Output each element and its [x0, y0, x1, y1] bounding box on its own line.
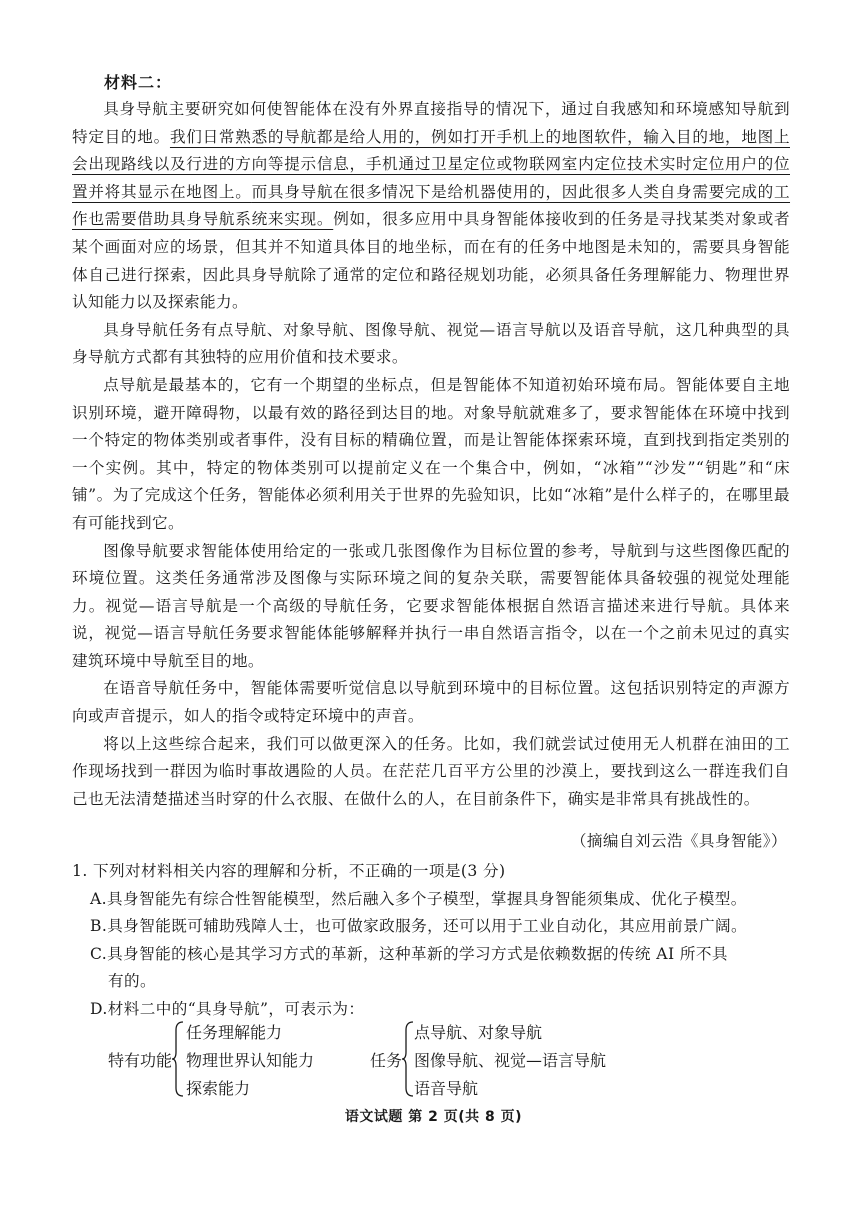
option-a[interactable]: A.具身智能先有综合性智能模型，然后融入多个子模型，掌握具身智能须集成、优化子模型。: [90, 889, 747, 908]
sentence: 在语音导航任务中，智能体需要听觉信息以导航到环境中的目标位置。这包括识别特定的声源方向或声音提示，如人的指令或特定环境中的声音。: [72, 679, 790, 726]
sentence: 将以上这些综合起来，我们可以做更深入的任务。比如，我们就尝试过使用无人机群在油田的工作现场找到一群因为临时事故遇险的人员。在茫茫几百平方公里的沙漠上，要找到这么一群连我们自己也无法清楚描述当时穿的什么衣服、在做什么的人，在目前条件下，确实是非常具有挑战性的。: [72, 734, 790, 808]
underlined-sentence: 我们日常熟悉的导航都是给人用的，例如打开手机上的地图软件，输入目的地，地图上会出现路线以及行进的方向等提示信息，手机通过卫星定位或物联网室内定位技术实时定位用户的位置并将其显示在地图上。: [72, 127, 790, 201]
diagram-right-item-1: 点导航、对象导航: [414, 1023, 543, 1042]
diagram-right-item-2: 图像导航、视觉—语言导航: [414, 1051, 607, 1070]
article-body: [72, 96, 790, 813]
material-title: 材料二：: [104, 73, 173, 92]
paragraph: [72, 317, 790, 372]
diagram-left-item-3: 探索能力: [186, 1079, 251, 1098]
sentence: 例如，很多应用中具身智能体接收到的任务是寻找某类对象或者某个画面对应的场景，但其并不知道具体目的地坐标，而在有的任务中地图是未知的，需要具身智能体自己进行探索，因此具身导航除了通常的定位和路径规划功能，必须具备任务理解能力、物理世界认知能力以及探索能力。: [72, 210, 791, 312]
paragraph: [72, 675, 790, 730]
paragraph: [72, 96, 790, 317]
page-footer: 语文试题 第 2 页(共 8 页): [344, 1109, 523, 1125]
paragraph: [72, 538, 790, 676]
diagram-right-head: 任务: [370, 1051, 403, 1070]
sentence: 点导航是最基本的，它有一个期望的坐标点，但是智能体不知道初始环境布局。智能体要自主地识别环境，避开障碍物，以最有效的路径到达目的地。对象导航就难多了，要求智能体在环境中找到一个特定的物体类别或者事件，没有目标的精确位置，而是让智能体探索环境，直到找到指定类别的一个实例。其中，特定的物体类别可以提前定义在一个集合中，例如，“冰箱”“沙发”“钥匙”和“床铺”。为了完成这个任务，智能体必须利用关于世界的先验知识，比如“冰箱”是什么样子的，在哪里最有可能找到它。: [72, 375, 790, 532]
diagram-left-item-2: 物理世界认知能力: [186, 1051, 315, 1070]
option-d[interactable]: D.材料二中的“具身导航”，可表示为：: [90, 999, 365, 1018]
option-c[interactable]: C.具身智能的核心是其学习方式的革新，这种革新的学习方式是依赖数据的传统 AI 所不具: [90, 944, 728, 963]
question-stem: 1. 下列对材料相关内容的理解和分析，不正确的一项是(3 分): [72, 862, 506, 880]
right-brace-icon: [402, 1020, 414, 1098]
paragraph: [72, 731, 790, 814]
option-b[interactable]: B.具身智能既可辅助残障人士，也可做家政服务，还可以用于工业自动化，其应用前景广阔。: [90, 917, 747, 936]
sentence: 具身导航任务有点导航、对象导航、图像导航、视觉—语言导航以及语音导航，这几种典型的具身导航方式都有其独特的应用价值和技术要求。: [72, 320, 790, 367]
paragraph: [72, 372, 790, 538]
navigation-diagram: [0, 1014, 867, 1104]
diagram-left-item-1: 任务理解能力: [186, 1023, 283, 1042]
option-c-continued: 有的。: [108, 972, 156, 991]
diagram-left-head: 特有功能: [108, 1051, 173, 1070]
underlined-sentence: 而具身导航在很多情况下是给机器使用的，因此很多人类自身需要完成的工作也需要借助具身导航系统来实现。: [72, 182, 791, 229]
diagram-right-item-3: 语音导航: [414, 1079, 479, 1098]
left-brace-icon: [172, 1020, 184, 1098]
source-citation: （摘编自刘云浩《具身智能》）: [570, 832, 787, 850]
sentence: 具身导航主要研究如何使智能体在没有外界直接指导的情况下，通过自我感知和环境感知导航到特定目的地。: [72, 100, 790, 146]
question-1: [72, 858, 790, 1024]
sentence: 图像导航要求智能体使用给定的一张或几张图像作为目标位置的参考，导航到与这些图像匹配的环境位置。这类任务通常涉及图像与实际环境之间的复杂关联，需要智能体具备较强的视觉处理能力。视觉—语言导航是一个高级的导航任务，它要求智能体根据自然语言描述来进行导航。具体来说，视觉—语言导航任务要求智能体能够解释并执行一串自然语言指令，以在一个之前未见过的真实建筑环境中导航至目的地。: [72, 541, 790, 670]
